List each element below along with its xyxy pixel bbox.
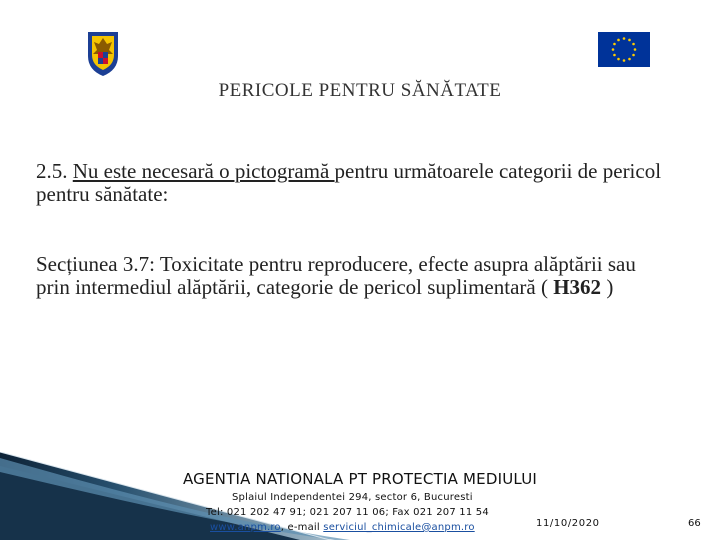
email-label: , e-mail <box>280 522 324 533</box>
footer-address: Splaiul Independentei 294, sector 6, Bucuresti <box>232 492 473 503</box>
website-link[interactable]: www.anpm.ro <box>210 522 281 533</box>
eu-star <box>617 39 620 42</box>
hazard-code: H362 <box>553 275 602 299</box>
page-title: PERICOLE PENTRU SĂNĂTATE <box>218 80 502 101</box>
footer-phone: Tel: 021 202 47 91; 021 207 11 06; Fax 021 207 11 54 <box>206 507 489 518</box>
eu-star <box>613 43 616 46</box>
eu-star <box>613 54 616 57</box>
eu-star <box>628 39 631 42</box>
underlined-phrase: Nu este necesară o pictogramă <box>72 159 335 183</box>
section-line-1: Secțiunea 3.7: Toxicitate pentru reproducere, efecte asupra alăptării sau <box>36 252 636 276</box>
eu-star <box>632 43 635 46</box>
eu-star <box>628 58 631 61</box>
paragraph-text: pentru următoarele categorii de pericol pentru sănătate: <box>36 159 662 206</box>
paragraph-number: 2.5. <box>36 159 73 183</box>
eu-star <box>617 58 620 61</box>
section-line-2: prin intermediul alăptării, categorie de pericol suplimentară ( <box>36 275 548 299</box>
eu-star <box>612 48 615 51</box>
eu-flag-icon <box>598 32 650 67</box>
page-number: 66 <box>688 518 701 529</box>
agency-name: AGENTIA NATIONALA PT PROTECTIA MEDIULUI <box>182 470 538 488</box>
eu-star <box>632 54 635 57</box>
romanian-coat-of-arms-icon <box>84 30 122 78</box>
slide-date: 11/10/2020 <box>536 518 600 529</box>
eu-star <box>623 37 626 40</box>
eu-star <box>634 48 637 51</box>
email-link[interactable]: serviciul_chimicale@anpm.ro <box>323 522 475 533</box>
closing-paren: ) <box>606 275 614 299</box>
footer-contact <box>210 522 475 533</box>
paragraph-pictogram-note <box>36 160 686 206</box>
paragraph-reproductive-toxicity <box>36 253 676 299</box>
eu-star <box>623 59 626 62</box>
